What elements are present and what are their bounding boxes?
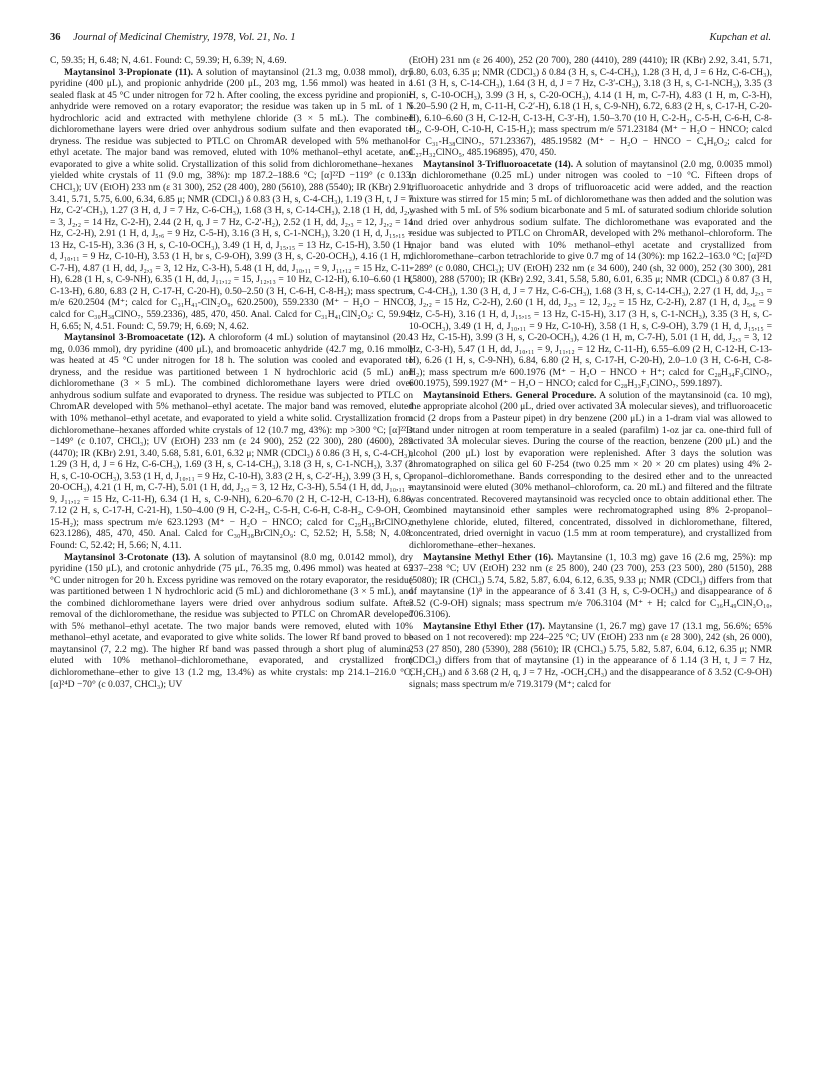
left-column xyxy=(50,55,413,1055)
paragraph-propionate xyxy=(50,67,413,333)
journal-citation: Journal of Medicinal Chemistry, 1978, Vol. 21, No. 1 xyxy=(73,32,296,43)
paragraph-continuation xyxy=(409,55,772,159)
right-column xyxy=(409,55,772,1055)
paragraph-bromoacetate xyxy=(50,332,413,551)
paragraph-text: A solution of maytansinol (21.3 mg, 0.038 mmol), dry pyridine (400 μL), and propionic anhydride (200 μL, 203 mg, 1.56 mmol) was heated in a sealed flask at 45 °C under nitrogen for 72 h. After cooling, the excess pyridine and propionic anhydride were removed on a rotary evaporator; the residue was taken up in 5 mL of 1 N hydrochloric acid and extracted with methylene chloride (3 × 5 mL). The combined dichloromethane layers were dried over anhydrous sodium sulfate and then evaporated to dryness. The residue was subjected to PTLC on ChromAR developed with 5% methanol–ethyl acetate. The major band was removed, eluted with 10% methanol–ethyl acetate, and evaporated to give a white solid. Crystallization of this solid from dichloromethane–hexanes yielded white crystals of 11 (9.0 mg, 38%): mp 187.2–188.6 °C; [α]²²D −119° (c 0.133, CHCl₃); UV (EtOH) 233 nm (ε 31 300), 252 (28 400), 280 (5610), 288 (5540); IR (KBr) 2.91, 3.41, 5.71, 5.75, 6.00, 6.34, 6.85 μ; NMR (CDCl₃) δ 0.83 (3 H, s, C-4-CH₃), 1.19 (3 H, t, J = 7 Hz, C-2′-CH₃), 1.27 (3 H, d, J = 7 Hz, C-6-CH₃), 1.68 (3 H, s, C-14-CH₃), 2.18 (1 H, dd, J₂,₃ = 3, J₂,₂ = 14 Hz, C-2-H), 2.44 (2 H, q, J = 7 Hz, C-2′-H₂), 2.52 (1 H, dd, J₂,₃ = 12, J₂,₂ = 14 Hz, C-2-H), 2.91 (1 H, d, J₅,₆ = 9 Hz, C-5-H), 3.16 (3 H, s, C-1-NCH₃), 3.20 (1 H, d, J₁₅,₁₅ = 13 Hz, C-15-H), 3.36 (3 H, s, C-10-OCH₃), 3.49 (1 H, d, J₁₅,₁₅ = 13 Hz, C-15-H), 3.50 (1 H, d, J₁₀,₁₁ = 9 Hz, C-10-H), 3.53 (1 H, br s, C-9-OH), 3.99 (3 H, s, C-20-OCH₃), 4.16 (1 H, m, C-7-H), 4.87 (1 H, dd, J₂,₃ = 3, 12 Hz, C-3-H), 5.48 (1 H, dd, J₁₀,₁₁ = 9, J₁₁,₁₂ = 15 Hz, C-11-H), 6.28 (1 H, s, C-9-NH), 6.35 (1 H, dd, J₁₁,₁₂ = 15, J₁₂,₁₃ = 10 Hz, C-12-H), 6.10–6.60 (1 H, C-13-H), 6.80, 6.83 (2 H, C-17-H, C-20-H), 0.50–2.50 (3 H, C-6-H, C-8-H₂); mass spectrum m/e 620.2504 (M⁺; calcd for C₃₁H₄₁-ClN₂O₉, 620.2500), 559.2330 (M⁺ − H₂O − HNCO; calcd for C₃₀H₃₈ClNO₇, 559.2336), 485, 470, 450. Anal. Calcd for C₃₁H₄₁ClN₂O₉: C, 59.94; H, 6.65; N, 4.51. Found: C, 59.79; H, 6.69; N, 4.62. xyxy=(50,66,413,332)
paragraph-text: A solution of maytansinol (2.0 mg, 0.0035 mmol) in dichloromethane (0.25 mL) under nitrogen was cooled to −10 °C. Fifteen drops of trifluoroacetic anhydride and 3 drops of trifluoroacetic acid were added, and the reaction mixture was stirred for 15 min; 5 mL of dichloromethane was then added and the solution was washed with 5 mL of 5% sodium bicarbonate and 5 mL of saturated sodium chloride solution and dried over anhydrous sodium sulfate. The dichloromethane was evaporated and the residue was subjected to PTLC on ChromAR, developed with 2% methanol–chloroform. The major band was eluted with 10% methanol–ethyl acetate and crystallized from dichloromethane–carbon tetrachloride to give 0.7 mg of 14 (30%): mp 162.2–163.0 °C; [α]²²D −289° (c 0.080, CHCl₃); UV (EtOH) 232 nm (ε 34 600), 240 (sh, 32 000), 252 (30 300), 281 (5800), 288 (5700); IR (KBr) 2.92, 3.41, 5.58, 5.80, 6.01, 6.35 μ; NMR (CDCl₃) δ 0.87 (3 H, s, C-4-CH₃), 1.30 (3 H, d, J = 7 Hz, C-6-CH₃), 1.68 (3 H, s, C-14-CH₃), 2.27 (1 H, dd, J₂,₃ = 3, J₂,₂ = 15 Hz, C-2-H), 2.60 (1 H, dd, J₂,₃ = 12, J₂,₂ = 15 Hz, C-2-H), 2.87 (1 H, d, J₅,₆ = 9 Hz, C-5-H), 3.16 (1 H, d, J₁₅,₁₅ = 13 Hz, C-15-H), 3.17 (3 H, s, C-1-NCH₃), 3.35 (3 H, s, C-10-OCH₃), 3.49 (1 H, d, J₁₀,₁₁ = 9 Hz, C-10-H), 3.58 (1 H, s, C-9-OH), 3.79 (1 H, d, J₁₅,₁₅ = 13 Hz, C-15-H), 3.99 (3 H, s, C-20-OCH₃), 4.26 (1 H, m, C-7-H), 5.01 (1 H, dd, J₂,₃ = 3, 12 Hz, C-3-H), 5.47 (1 H, dd, J₁₀,₁₁ = 9, J₁₁,₁₂ = 12 Hz, C-11-H), 6.55–6.09 (2 H, C-12-H, C-13-H), 6.26 (1 H, s, C-9-NH), 6.84, 6.80 (2 H, s, C-17-H, C-20-H), 2.0–1.0 (3 H, C-6-H, C-8-H₂); mass spectrum m/e 600.1976 (M⁺ − H₂O − HNCO + H⁺; calcd for C₂₈H₃₄F₃ClNO₇, 600.1975), 599.1927 (M⁺ − H₂O − HNCO; calcd for C₂₈H₃₃F₃ClNO₇, 599.1897). xyxy=(409,158,772,390)
page-number: 36 xyxy=(50,32,61,43)
running-author: Kupchan et al. xyxy=(709,32,771,43)
paragraph-ethers-general xyxy=(409,390,772,552)
paragraph-crotonate xyxy=(50,552,413,691)
paragraph-trifluoroacetate xyxy=(409,159,772,390)
paragraph-text: Maytansine (1, 10.3 mg) gave 16 (2.6 mg, 25%): mp 237–238 °C; UV (EtOH) 232 nm (ε 25 800), 240 (23 700), 253 (23 500), 280 (5150), 288 (5080); IR (CHCl₃) 5.74, 5.82, 5.87, 6.04, 6.12, 6.35, 9.33 μ; NMR (CDCl₃) differs from that of maytansine (1)⁸ in the appearance of δ 3.41 (3 H, s, C-9-OCH₃) and disappearance of δ 3.52 (C-9-OH) signals; mass spectrum m/e 706.3104 (M⁺ + H; calcd for C₃₆H₄₉ClN₃O₁₀, 706.3106). xyxy=(409,551,772,621)
paragraph-methyl-ether xyxy=(409,552,772,621)
paragraph-heading: Maytansinol 3-Trifluoroacetate (14). xyxy=(423,158,574,170)
paragraph-continuation xyxy=(50,55,413,67)
paragraph-heading: Maytansinol 3-Crotonate (13). xyxy=(64,551,191,563)
paragraph-text: A chloroform (4 mL) solution of maytansinol (20.4 mg, 0.036 mmol), dry pyridine (400 μL), and bromoacetic anhydride (42.7 mg, 0.16 mmol) was heated at 45 °C under nitrogen for 18 h. The solution was cooled and evaporated to dryness, and the residue was partitioned between 1 N hydrochloric acid (5 mL) and dichloromethane (3 × 5 mL). The combined dichloromethane layers were dried over anhydrous sodium sulfate and evaporated to dryness. The residue was subjected to PTLC on ChromAR developed with 5% methanol–ethyl acetate. The major band was removed, eluted with 10% methanol–ethyl acetate, and evaporated to yield a white solid. Crystallization from dichloromethane–hexanes afforded white crystals of 12 (10.7 mg, 43%): mp >300 °C; [α]²²D −149° (c 0.107, CHCl₃); UV (EtOH) 233 nm (ε 24 900), 252 (22 300), 280 (4600), 289 (4470); IR (KBr) 2.91, 3.40, 5.68, 5.81, 6.01, 6.32 μ; NMR (CDCl₃) δ 0.86 (3 H, s, C-4-CH₃), 1.29 (3 H, d, J = 6 Hz, C-6-CH₃), 1.69 (3 H, s, C-14-CH₃), 3.18 (3 H, s, C-1-NCH₃), 3.37 (3 H, s, C-10-OCH₃), 3.53 (1 H, d, J₁₀,₁₁ = 9 Hz, C-10-H), 3.83 (2 H, s, C-2′-H₂), 3.99 (3 H, s, C-20-OCH₃), 4.21 (1 H, m, C-7-H), 5.01 (1 H, dd, J₂,₃ = 3, 12 Hz, C-3-H), 5.54 (1 H, dd, J₁₀,₁₁ = 9, J₁₁,₁₂ = 15 Hz, C-11-H), 6.34 (1 H, s, C-9-NH), 6.20–6.70 (2 H, C-12-H, C-13-H), 6.86, 7.12 (2 H, s, C-17-H, C-21-H), 1.50–4.00 (9 H, C-2-H₂, C-5-H, C-6-H, C-8-H₂, C-9-OH, C-15-H₂); mass spectrum m/e 623.1293 (M⁺ − H₂O − HNCO; calcd for C₂₉H₃₅BrClNO₇, 623.1286), 485, 470, 450. Anal. Calcd for C₃₀H₃₈BrClN₂O₉: C, 52.52; H, 5.58; N, 4.08. Found: C, 52.42; H, 5.66; N, 4.11. xyxy=(50,332,413,551)
paragraph-text: (EtOH) 231 nm (ε 26 400), 252 (20 700), 280 (4410), 289 (4410); IR (KBr) 2.92, 3.41, 5.71, 5.80, 6.03, 6.35 μ; NMR (CDCl₃) δ 0.84 (3 H, s, C-4-CH₃), 1.28 (3 H, d, J = 6 Hz, C-6-CH₃), 1.61 (3 H, s, C-14-CH₃), 1.64 (3 H, d, J = 7 Hz, C-3′-CH₃), 3.18 (3 H, s, C-1-NCH₃), 3.35 (3 H, s, C-10-OCH₃), 3.99 (3 H, s, C-20-OCH₃), 4.14 (1 H, m, C-7-H), 4.83 (1 H, m, C-3-H), 5.20–5.90 (2 H, m, C-11-H, C-2′-H), 6.18 (1 H, s, C-9-NH), 6.72, 6.83 (2 H, s, C-17-H, C-20-H), 6.10–6.60 (3 H, C-12-H, C-13-H, C-3′-H), 1.50–3.70 (10 H, C-2-H₂, C-5-H, C-6-H, C-8-H₂, C-9-OH, C-10-H, C-15-H₂); mass spectrum m/e 571.23184 (M⁺ − H₂O − HNCO; calcd for C₃₁-H₃₈ClNO₇, 571.23367), 485.19582 (M⁺ − H₂O − HNCO − C₄H₆O₂; calcd for C₂₇H₃₂ClNO₅, 485.196895), 470, 450. xyxy=(409,55,772,159)
paragraph-heading: Maytansinol 3-Propionate (11). xyxy=(64,66,194,78)
paragraph-heading: Maytansinoid Ethers. General Procedure. xyxy=(423,389,597,401)
paragraph-text: A solution of maytansinol (8.0 mg, 0.0142 mmol), dry pyridine (150 μL), and crotonic anhydride (75 μL, 76.35 mg, 0.496 mmol) was heated at 65 °C under nitrogen for 20 h. Excess pyridine was removed on the rotary evaporator, the residue was partitioned between 1 N hydrochloric acid (5 mL) and dichloromethane (3 × 5 mL), and the combined dichloromethane layers were dried over anhydrous sodium sulfate. After removal of the dichloromethane, the residue was subjected to PTLC on ChromAR developed with 5% methanol–ethyl acetate. The two major bands were removed, eluted with 10% methanol–ethyl acetate, and evaporated to give white solids. The lower Rf band proved to be maytansinol (7, 2.2 mg). The higher Rf band was passed through a short plug of alumina, eluted with 10% methanol–dichloromethane, evaporated, and crystallized from dichloromethane–ether to give 13 (1.2 mg, 13.4%) as white crystals: mp 214.1–216.0 °C; [α]²⁴D −70° (c 0.037, CHCl₃); UV xyxy=(50,551,413,690)
running-header xyxy=(50,30,771,46)
paragraph-heading: Maytansinol 3-Bromoacetate (12). xyxy=(64,332,206,344)
paragraph-text: C, 59.35; H, 6.48; N, 4.61. Found: C, 59.39; H, 6.39; N, 4.69. xyxy=(50,55,287,66)
paragraph-text: Maytansine (1, 26.7 mg) gave 17 (13.1 mg, 56.6%; 65% based on 1 not recovered): mp 224–225 °C; UV (EtOH) 233 nm (ε 28 300), 242 (sh, 26 000), 253 (27 850), 280 (5390), 288 (5610); IR (CHCl₃) 5.75, 5.82, 5.87, 6.04, 6.12, 6.35 μ; NMR (CDCl₃) differs from that of maytansine (1) in the appearance of δ 1.14 (3 H, t, J = 7 Hz, CH₂CH₃) and δ 3.68 (2 H, q, J = 7 Hz, -OCH₂CH₃) and the disappearance of δ 3.52 (C-9-OH) signals; mass spectrum m/e 719.3179 (M⁺; calcd for xyxy=(409,620,772,690)
paragraph-text: A solution of the maytansinoid (ca. 10 mg), the appropriate alcohol (200 μL, dried over activated 3Å molecular sieves), and trifluoroacetic acid (2 drops from a Pasteur pipet) in dry benzene (200 μL) in a 1-dram vial was allowed to stand under nitrogen at room temperature in a sealed (parafilm) 1-oz jar ca. one-third full of activated 3Å molecular sieves. During the course of the reaction, benzene (200 μL) and the alcohol (200 μL) lost by evaporation were replenished. After 3 days the solution was chromatographed on silica gel 60 F-254 (two 0.25 mm × 20 × 20 cm plates) using 4% 2-propanol–dichloromethane. Bands corresponding to the desired ether and to the unreacted maytansinoid were eluted (30% methanol–chloroform, ca. 20 mL) and filtered and the filtrate was concentrated. Recovered maytansinoid was recycled once to obtain additional ether. The combined maytansinoid ether samples were rechromatographed using 8% 2-propanol–methylene chloride, eluted, filtered, concentrated, dissolved in dichloromethane, filtered, concentrated, dried overnight in vacuo (1.5 mm at room temperature), and crystallized from dichloromethane–ether–hexanes. xyxy=(409,389,772,551)
paragraph-heading: Maytansine Methyl Ether (16). xyxy=(423,551,554,563)
paragraph-ethyl-ether xyxy=(409,621,772,690)
paragraph-heading: Maytansine Ethyl Ether (17). xyxy=(423,620,545,632)
